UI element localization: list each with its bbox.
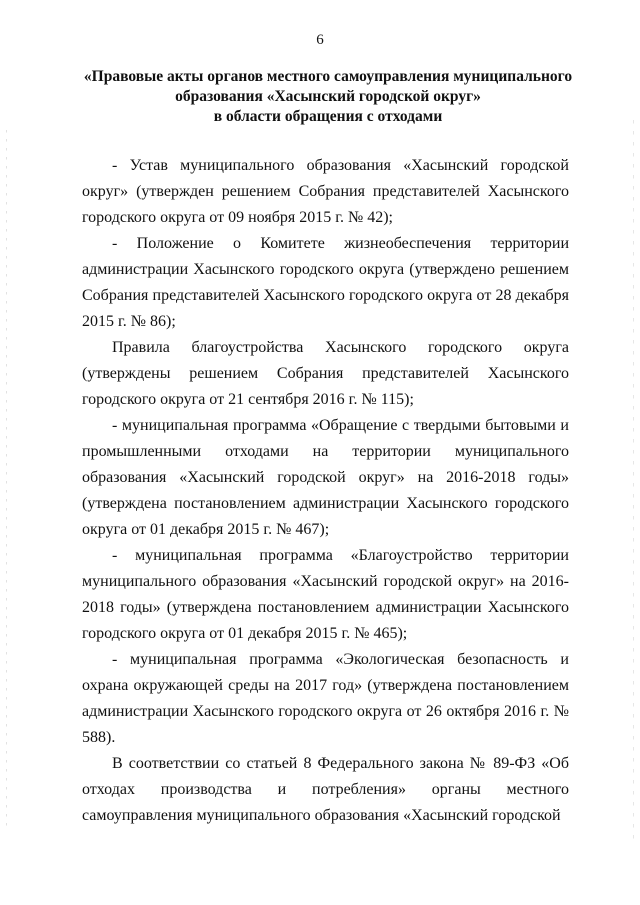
scan-edge-left: [6, 130, 7, 830]
paragraph-committee-regulation: - Положение о Комитете жизнеобеспечения территории администрации Хасынского городского округа (утверждено решением Собрания представителей Хасынского городского округа от 28 декабря 2015 г. № 86);: [82, 235, 569, 330]
paragraph-charter: - Устав муниципального образования «Хасынский городской округ» (утвержден решением Собрания представителей Хасынского городского округа от 09 ноября 2015 г. № 42);: [82, 157, 569, 226]
paragraph-waste-program: - муниципальная программа «Обращение с твердыми бытовыми и промышленными отходами на территории муниципального образования «Хасынский городской округ» на 2016-2018 годы» (утверждена постановлением администрации Хасынского городского округа от 01 декабря 2015 г. № 467);: [82, 417, 569, 538]
title-line-1: «Правовые акты органов местного самоуправления муниципального: [83, 68, 573, 85]
paragraph-federal-law: В соответствии со статьей 8 Федерального закона № 89-ФЗ «Об отходах производства и потребления» органы местного самоуправления муниципального образования «Хасынский городской: [82, 755, 569, 824]
document-title: [78, 67, 578, 127]
title-line-3: в области обращения с отходами: [213, 108, 443, 125]
paragraph-improvement-program: - муниципальная программа «Благоустройство территории муниципального образования «Хасынский городской округ» на 2016-2018 годы» (утверждена постановлением администрации Хасынского городского округа от 01 декабря 2015 г. № 465);: [82, 547, 569, 642]
title-line-2: образования «Хасынский городской округ»: [175, 88, 481, 105]
document-body: [82, 153, 569, 829]
page-number: 6: [316, 32, 324, 48]
paragraph-ecology-program: - муниципальная программа «Экологическая безопасность и охрана окружающей среды на 2017 год» (утверждена постановлением администрации Хасынского городского округа от 26 октября 2016 г. № 588).: [82, 651, 569, 746]
paragraph-improvement-rules: Правила благоустройства Хасынского городского округа (утверждены решением Собрания представителей Хасынского городского округа от 21 сентября 2016 г. № 115);: [82, 339, 569, 408]
scan-edge-right: [633, 120, 634, 840]
